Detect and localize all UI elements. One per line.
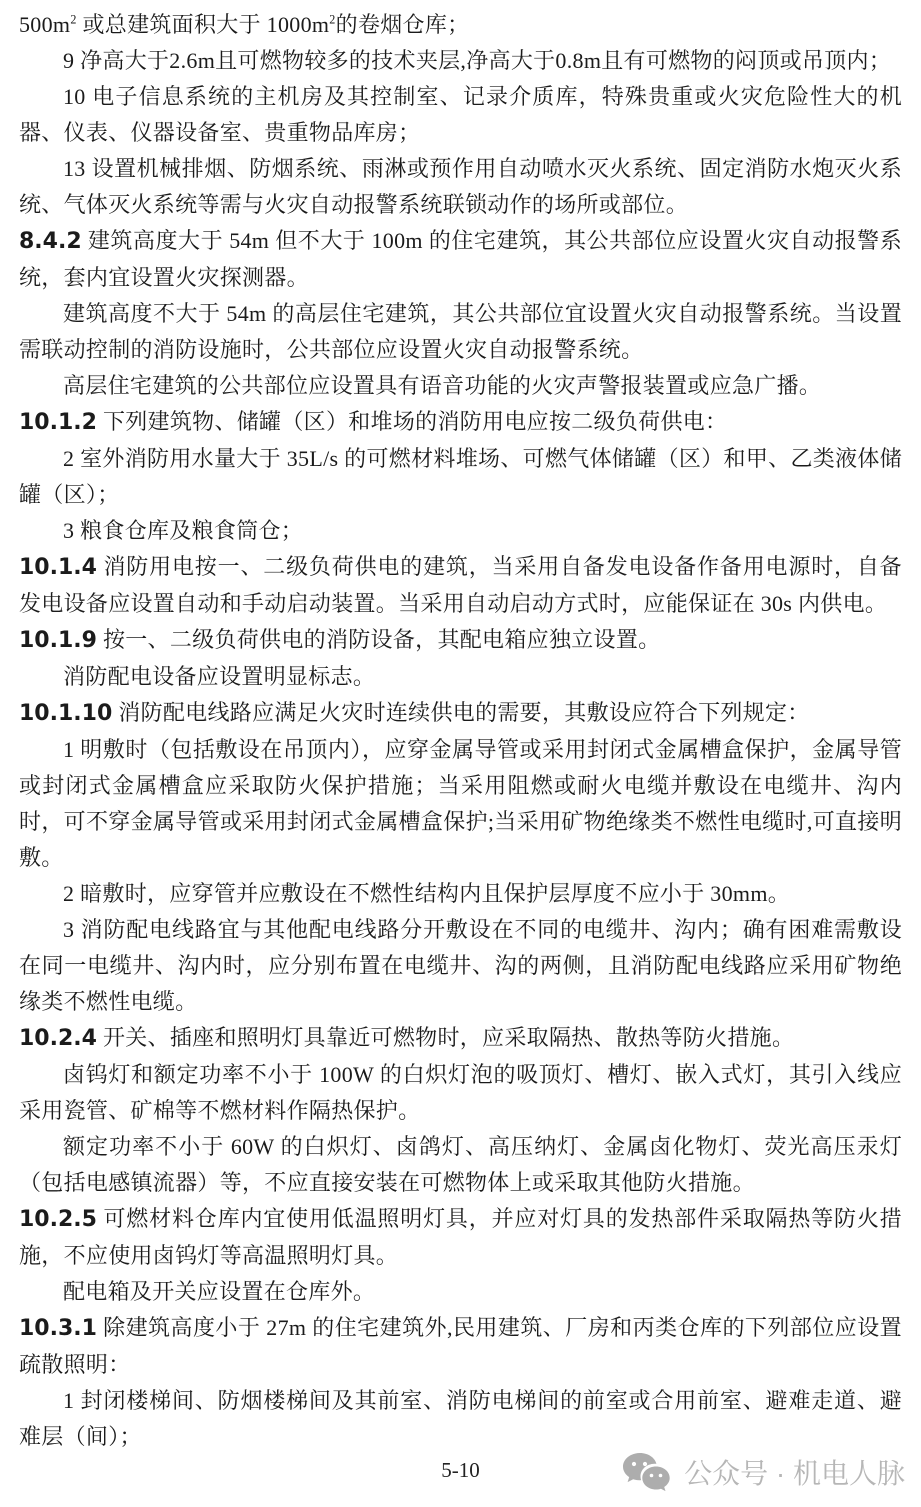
text-run: 额定功率不小于 60W 的白炽灯、卤鸽灯、高压纳灯、金属卤化物灯、荧光高压汞灯（包括电感镇流器）等，不应直接安装在可燃物体上或采取其他防火措施。	[19, 1134, 902, 1195]
section-number: 10.3.1	[19, 1316, 97, 1341]
section-paragraph	[19, 549, 902, 622]
section-paragraph	[19, 695, 902, 732]
text-run: 建筑高度大于 54m 但不大于 100m 的住宅建筑，其公共部位应设置火灾自动报警系统，套内宜设置火灾探测器。	[19, 228, 902, 290]
paragraph	[19, 1057, 902, 1129]
text-run: 9 净高大于2.6m且可燃物较多的技术夹层,净高大于0.8m且有可燃物的闷顶或吊顶内；	[63, 48, 892, 73]
section-number: 10.1.4	[19, 555, 97, 580]
section-number: 10.2.4	[19, 1026, 97, 1051]
text-run: 1 明敷时（包括敷设在吊顶内），应穿金属导管或采用封闭式金属槽盒保护，金属导管或封闭式金属槽盒应采取防火保护措施；当采用阻燃或耐火电缆并敷设在电缆井、沟内时，可不穿金属导管或采用封闭式金属槽盒保护;当采用矿物绝缘类不燃性电缆时,可直接明敷。	[19, 737, 902, 870]
paragraph	[19, 912, 902, 1020]
text-run: 建筑高度不大于 54m 的高层住宅建筑，其公共部位宜设置火灾自动报警系统。当设置需联动控制的消防设施时，公共部位应设置火灾自动报警系统。	[19, 301, 902, 362]
section-number: 10.1.9	[19, 628, 97, 653]
text-run: 10 电子信息系统的主机房及其控制室、记录介质库，特殊贵重或火灾危险性大的机器、仪表、仪器设备室、贵重物品库房；	[19, 84, 902, 145]
watermark-label: 公众号 · 机电人脉	[684, 1458, 905, 1489]
paragraph	[19, 732, 902, 876]
section-paragraph	[19, 1310, 902, 1383]
paragraph	[19, 43, 902, 79]
section-number: 8.4.2	[19, 229, 82, 254]
section-number: 10.2.5	[19, 1207, 97, 1232]
text-run: 高层住宅建筑的公共部位应设置具有语音功能的火灾声警报装置或应急广播。	[63, 373, 822, 398]
text-run: 消防配电设备应设置明显标志。	[63, 664, 376, 689]
text-run: 500m	[19, 12, 71, 37]
paragraph	[19, 151, 902, 223]
text-run: 3 消防配电线路宜与其他配电线路分开敷设在不同的电缆井、沟内；确有困难需敷设在同一电缆井、沟内时，应分别布置在电缆井、沟的两侧，且消防配电线路应采用矿物绝缘类不燃性电缆。	[19, 917, 902, 1014]
text-run: 卤钨灯和额定功率不小于 100W 的白炽灯泡的吸顶灯、槽灯、嵌入式灯，其引入线应采用瓷管、矿棉等不燃材料作隔热保护。	[19, 1062, 902, 1123]
paragraph	[19, 7, 902, 43]
paragraph	[19, 368, 902, 404]
paragraph	[19, 1383, 902, 1455]
wechat-icon	[620, 1451, 674, 1493]
section-number: 10.1.10	[19, 701, 113, 726]
text-run: 下列建筑物、储罐（区）和堆场的消防用电应按二级负荷供电：	[102, 409, 728, 434]
section-paragraph	[19, 1201, 902, 1274]
section-number: 10.1.2	[19, 410, 97, 435]
paragraph	[19, 876, 902, 912]
paragraph	[19, 1274, 902, 1310]
text-run: 3 粮食仓库及粮食筒仓；	[63, 518, 304, 543]
text-run: 13 设置机械排烟、防烟系统、雨淋或预作用自动喷水灭火系统、固定消防水炮灭火系统、气体灭火系统等需与火灾自动报警系统联锁动作的场所或部位。	[19, 156, 902, 217]
section-paragraph	[19, 622, 902, 659]
text-run: 消防配电线路应满足火灾时连续供电的需要，其敷设应符合下列规定：	[118, 700, 810, 725]
paragraph	[19, 659, 902, 695]
page-number: 5-10	[441, 1458, 480, 1482]
text-run: 2 室外消防用水量大于 35L/s 的可燃材料堆场、可燃气体储罐（区）和甲、乙类液体储罐（区）；	[19, 446, 902, 507]
text-run: 2 暗敷时，应穿管并应敷设在不燃性结构内且保护层厚度不应小于 30mm。	[63, 881, 791, 906]
text-run: 或总建筑面积大于 1000m	[76, 12, 330, 37]
text-run: 的卷烟仓库；	[335, 12, 470, 37]
section-paragraph	[19, 223, 902, 296]
paragraph	[19, 296, 902, 368]
text-run: 1 封闭楼梯间、防烟楼梯间及其前室、消防电梯间的前室或合用前室、避难走道、避难层（间）；	[19, 1388, 902, 1449]
text-run: 开关、插座和照明灯具靠近可燃物时，应采取隔热、散热等防火措施。	[102, 1025, 795, 1050]
paragraph	[19, 513, 902, 549]
text-run: 配电箱及开关应设置在仓库外。	[63, 1279, 376, 1304]
section-paragraph	[19, 404, 902, 441]
superscript: 2	[70, 12, 77, 27]
superscript: 2	[329, 12, 336, 27]
text-run: 可燃材料仓库内宜使用低温照明灯具，并应对灯具的发热部件采取隔热等防火措施，不应使用卤钨灯等高温照明灯具。	[19, 1206, 902, 1268]
text-run: 按一、二级负荷供电的消防设备，其配电箱应独立设置。	[102, 627, 661, 652]
watermark	[620, 1451, 905, 1493]
text-run: 消防用电按一、二级负荷供电的建筑，当采用自备发电设备作备用电源时，自备发电设备应设置自动和手动启动装置。当采用自动启动方式时，应能保证在 30s 内供电。	[19, 554, 902, 616]
paragraph	[19, 1129, 902, 1201]
text-run: 除建筑高度小于 27m 的住宅建筑外,民用建筑、厂房和丙类仓库的下列部位应设置疏散照明：	[19, 1315, 902, 1377]
section-paragraph	[19, 1020, 902, 1057]
paragraph	[19, 79, 902, 151]
paragraph	[19, 441, 902, 513]
